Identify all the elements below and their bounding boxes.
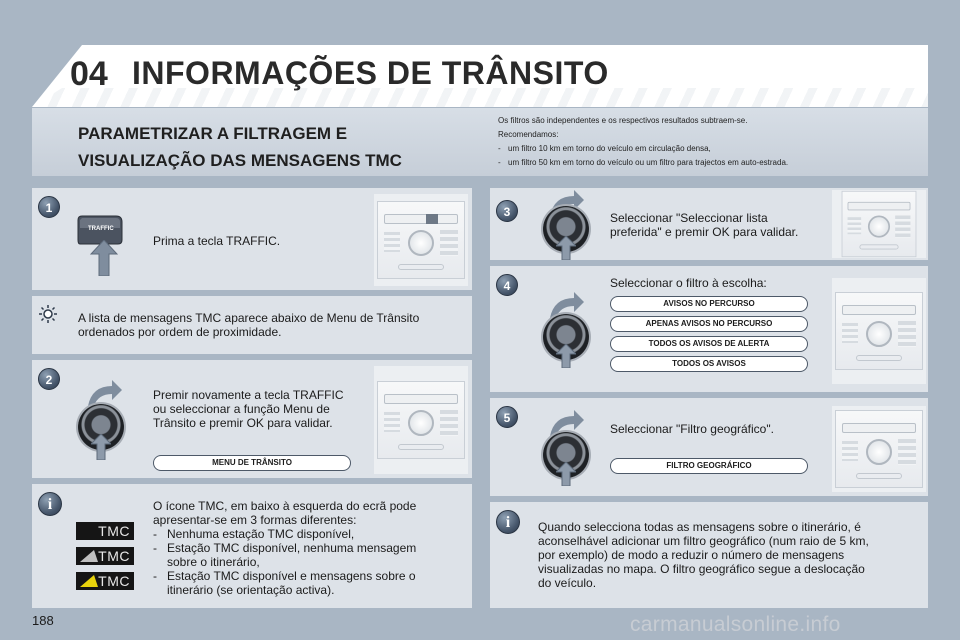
tmc-icon-available: TMC xyxy=(76,547,134,565)
press-arrow-icon xyxy=(556,462,576,486)
radio-image xyxy=(835,292,923,370)
step-3-text: Seleccionar "Seleccionar lista preferida" e premir OK para validar. xyxy=(610,211,799,239)
section-title: PARAMETRIZAR A FILTRAGEM E VISUALIZAÇÃO DAS MENSAGENS TMC xyxy=(78,124,402,170)
menu-option-pill: MENU DE TRÂNSITO xyxy=(153,455,351,471)
tmc-icon-messages: TMC xyxy=(76,572,134,590)
step-3-number: 3 xyxy=(496,200,518,222)
radio-panel-4 xyxy=(832,278,926,384)
info-right-text: Quando selecciona todas as mensagens sobre o itinerário, é aconselhável adicionar um filtro geográfico (num raio de 5 km, por exemplo) de modo a reduzir o número de mensagens visualizadas no mapa. O filtro geográfico segue a deslocação do veículo. xyxy=(538,520,869,590)
watermark: carmanualsonline.info xyxy=(630,613,841,636)
info-icon: i xyxy=(38,492,62,516)
chapter-title: INFORMAÇÕES DE TRÂNSITO xyxy=(132,55,609,91)
radio-panel-5 xyxy=(832,406,926,492)
step-2-number: 2 xyxy=(38,368,60,390)
filter-option-pill: FILTRO GEOGRÁFICO xyxy=(610,458,808,474)
filter-option-pill: TODOS OS AVISOS xyxy=(610,356,808,372)
filter-option-pill: APENAS AVISOS NO PERCURSO xyxy=(610,316,808,332)
radio-image xyxy=(377,201,465,279)
step-4-number: 4 xyxy=(496,274,518,296)
press-arrow-icon xyxy=(556,236,576,260)
step-1-number: 1 xyxy=(38,196,60,218)
press-arrow-icon xyxy=(90,240,118,276)
step-1-text: Prima a tecla TRAFFIC. xyxy=(153,234,281,248)
press-arrow-icon xyxy=(91,434,111,460)
tmc-icon-none: TMC xyxy=(76,522,134,540)
tip-text: A lista de mensagens TMC aparece abaixo de Menu de Trânsito ordenados por ordem de proximidade. xyxy=(78,311,420,339)
radio-panel-2 xyxy=(374,366,468,474)
info-left-text: O ícone TMC, em baixo à esquerda do ecrã pode apresentar-se em 3 formas diferentes: - Nenhuma estação TMC disponível, - Estação TMC disponível, nenhuma mensagem sobre o itinerário, - Estação TMC disponível e mensagens sobre o itinerário (se orientação activa). xyxy=(153,499,417,597)
step-5-text: Seleccionar "Filtro geográfico". xyxy=(610,422,774,436)
step-2-text: Premir novamente a tecla TRAFFIC ou seleccionar a função Menu de Trânsito e premir OK para validar. xyxy=(153,388,344,430)
filter-option-pill: AVISOS NO PERCURSO xyxy=(610,296,808,312)
radio-image xyxy=(377,381,465,459)
radio-panel-3 xyxy=(832,190,926,258)
radio-image xyxy=(835,410,923,488)
step-4-text: Seleccionar o filtro à escolha: xyxy=(610,276,767,290)
intro-text: Os filtros são independentes e os respectivos resultados subtraem-se. Recomendamos: - um filtro 10 km em torno do veículo em circulação densa, - um filtro 50 km em torno do veículo ou um filtro para trajectos em auto-estrada. xyxy=(498,116,789,167)
filter-option-pill: TODOS OS AVISOS DE ALERTA xyxy=(610,336,808,352)
info-icon: i xyxy=(496,510,520,534)
radio-image xyxy=(842,191,917,257)
press-arrow-icon xyxy=(556,344,576,368)
chapter-number: 04 xyxy=(70,55,108,93)
step-5-number: 5 xyxy=(496,406,518,428)
traffic-key-label: TRAFFIC xyxy=(88,226,114,232)
lightbulb-icon xyxy=(38,304,58,324)
radio-panel-1 xyxy=(374,194,468,286)
page-number: 188 xyxy=(32,613,54,628)
